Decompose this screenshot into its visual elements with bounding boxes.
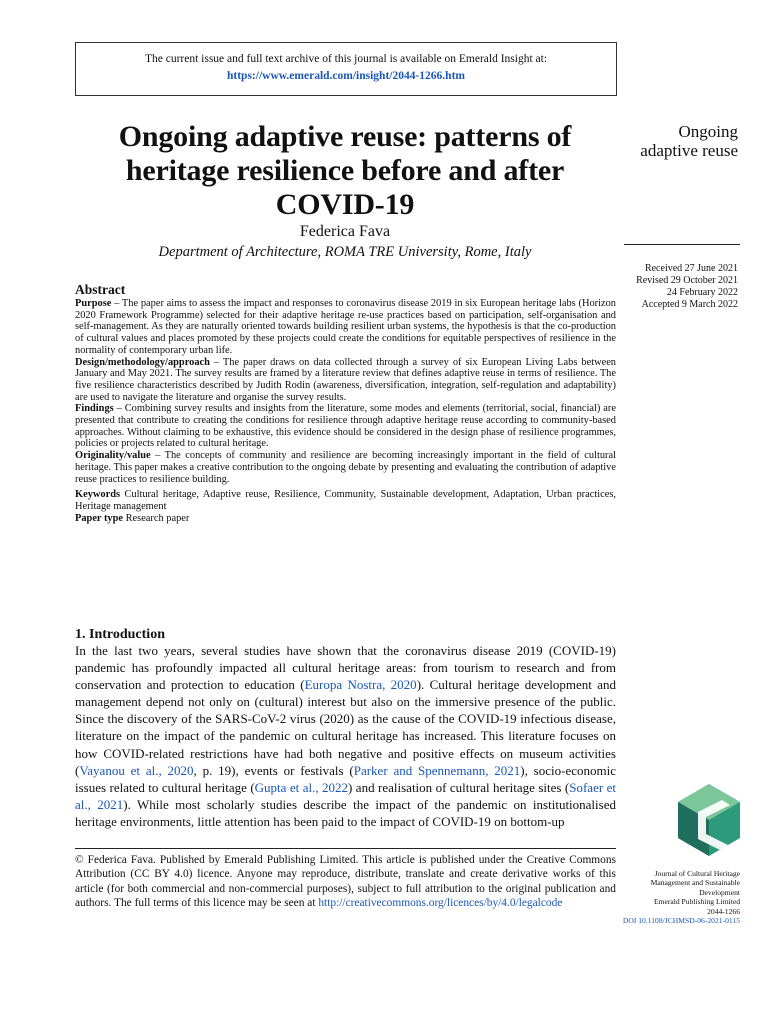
keywords-label: Keywords [75, 489, 121, 501]
date-revised-2: 24 February 2022 [666, 287, 738, 298]
doi-link[interactable]: DOI 10.1108/JCHMSD-06-2021-0115 [622, 916, 740, 926]
citation-link-1[interactable]: Europa Nostra, 2020 [304, 677, 417, 693]
sidebar-divider [624, 244, 740, 245]
footer-divider [75, 848, 616, 849]
intro-text-2: ). Cultural heritage development and management depend not only on (cultural) interest but also on the immersive presence of the public. Since the discovery of the SARS-CoV-2 virus (2020) as the cause of the COVID-19 infectious disease, literature on the impact of the pandemic on cultural heritage has increased. This literature focuses on how COVID-related restrictions have had both negative and positive effects on museum activities ( [75, 677, 616, 778]
author-name: Federica Fava [299, 223, 391, 240]
citation-link-5[interactable]: Sofaer et al., 2021 [75, 779, 616, 812]
journal-title-line-1: Journal of Cultural Heritage [654, 869, 740, 878]
abstract-keywords [75, 489, 616, 512]
journal-availability-box [75, 42, 617, 96]
date-revised-1: Revised 29 October 2021 [636, 275, 738, 286]
intro-text-6: ). While most scholarly studies describe the impact of the pandemic on institutionalised heritage environments, little attention has been paid to the impact of COVID-19 on bottom-up [75, 796, 616, 829]
running-head-line-2: adaptive reuse [640, 141, 738, 160]
title-line-3: COVID-19 [275, 188, 415, 221]
author-affiliation: Department of Architecture, ROMA TRE University, Rome, Italy [158, 244, 532, 260]
intro-text-3: , p. 19), events or festivals ( [193, 762, 354, 778]
purpose-text: – The paper aims to assess the impact and responses to coronavirus disease 2019 in six European heritage labs (Horizon 2020 Framework Programme) selected for their adaptive heritage re-use practices based on participation, self-organisation and self-management. As they are naturally oriented towards building resilient urban systems, the hypothesis is that the co-production of cultural values and places promoted by these projects could create the conditions for equitable perspectives of resilience in the normality of contemporary urban life. [75, 298, 616, 356]
intro-text-4: ), socio-economic issues related to cultural heritage ( [75, 762, 616, 795]
license-text: © Federica Fava. Published by Emerald Publishing Limited. This article is published under the Creative Commons Attribution (CC BY 4.0) licence. Anyone may reproduce, distribute, translate and create derivative works of this article (for both commercial and non-commercial purposes), subject to full attribution to the original publication and authors. The full terms of this licence may be seen at [75, 854, 616, 910]
article-dates [620, 263, 738, 311]
emerald-publishing-logo-icon [678, 784, 740, 856]
citation-link-2[interactable]: Vayanou et al., 2020 [79, 762, 194, 778]
abstract-paper-type [75, 513, 616, 525]
availability-text: The current issue and full text archive of this journal is available on Emerald Insight at: [144, 53, 548, 65]
paper-type-label: Paper type [75, 512, 124, 524]
design-text: – The paper draws on data collected through a survey of six European Living Labs between January and May 2021. The survey results are framed by a literature review that defines adaptive reuse in terms of resilience. The five resilience characteristics described by Judith Rodin (awareness, diversification, integration, self-regulation and adaptability) are used to navigate the literature and organise the survey results. [75, 356, 616, 403]
abstract-heading: Abstract [75, 282, 126, 297]
title-line-1: Ongoing adaptive reuse: patterns of [118, 120, 572, 153]
purpose-label: Purpose [75, 298, 112, 309]
running-head-line-1: Ongoing [678, 122, 738, 141]
introduction-body [75, 642, 616, 830]
license-notice [75, 853, 616, 911]
license-link[interactable]: http://creativecommons.org/licences/by/4.0/legalcode [318, 897, 563, 910]
journal-title-line-2: Management and Sustainable [650, 878, 740, 888]
running-head [620, 122, 738, 160]
design-label: Design/methodology/approach [75, 356, 210, 368]
title-line-2: heritage resilience before and after [125, 154, 565, 187]
paper-type-text: Research paper [123, 512, 190, 524]
abstract-body [75, 298, 616, 524]
journal-url-link[interactable]: https://www.emerald.com/insight/2044-1266.htm [227, 70, 465, 82]
publisher-name: Emerald Publishing Limited [653, 897, 740, 907]
citation-link-4[interactable]: Gupta et al., 2022 [254, 779, 349, 795]
findings-label: Findings [75, 403, 114, 415]
citation-link-3[interactable]: Parker and Spennemann, 2021 [353, 762, 521, 778]
journal-issn: 2044-1266 [707, 906, 740, 916]
abstract-purpose [75, 298, 616, 357]
date-received: Received 27 June 2021 [644, 263, 738, 274]
date-accepted: Accepted 9 March 2022 [641, 299, 738, 310]
journal-title-line-3: Development [699, 887, 740, 897]
originality-label: Originality/value [75, 450, 151, 462]
abstract-originality [75, 450, 616, 485]
intro-text-1: In the last two years, several studies have shown that the coronavirus disease 2019 (COVID-19) pandemic has profoundly impacted all cultural heritage areas: from tourism to research and from conservation and protection to education ( [75, 643, 616, 693]
keywords-text: Cultural heritage, Adaptive reuse, Resilience, Community, Sustainable development, Adaptation, Urban practices, Heritage management [75, 489, 616, 512]
originality-text: – The concepts of community and resilience are becoming increasingly important in the field of cultural heritage. This paper makes a creative contribution to the ongoing debate by presenting and evaluating the contribution of adaptive reuse practices to resilience building. [75, 450, 616, 485]
abstract-findings [75, 403, 616, 450]
findings-text: – Combining survey results and insights from the literature, some modes and elements (territorial, social, financial) are presented that contribute to creating the conditions for resilience through adaptive heritage reuse according to community-based approaches. Without claiming to be exhaustive, this evidence should be considered in the design phase of resilience programmes, policies or projects related to cultural heritage. [75, 403, 616, 450]
journal-info [620, 869, 740, 925]
abstract-design [75, 357, 616, 404]
article-title [65, 120, 625, 222]
intro-text-5: ) and realisation of cultural heritage sites ( [348, 779, 570, 795]
introduction-heading: 1. Introduction [75, 627, 165, 642]
